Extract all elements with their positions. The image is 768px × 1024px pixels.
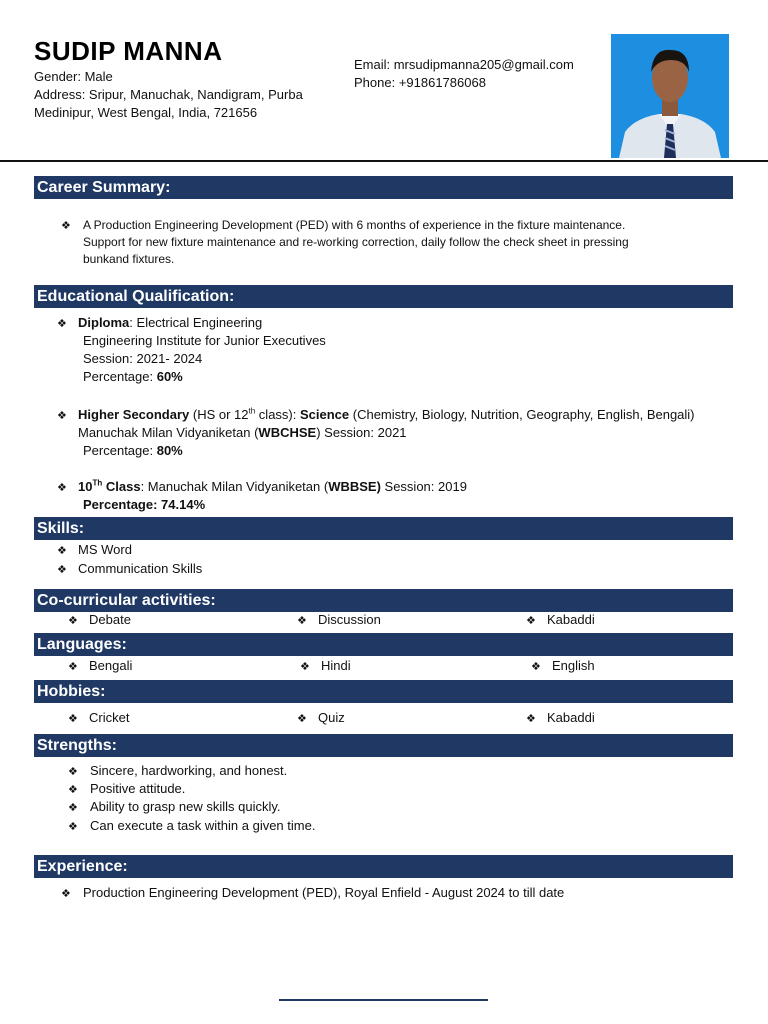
hs-line	[78, 406, 695, 424]
hs-school: Manuchak Milan Vidyaniketan (	[78, 425, 259, 440]
career-line-3: bunkand fixtures.	[83, 252, 175, 266]
profile-photo	[611, 34, 729, 158]
bullet-icon: ❖	[526, 615, 536, 627]
cocurricular-item: Debate	[89, 612, 131, 627]
tenth-session: Session: 2019	[380, 479, 467, 494]
hs-sup: th	[248, 406, 256, 416]
hs-percentage	[83, 442, 183, 460]
skills-heading: Skills:	[34, 517, 733, 540]
tenth-line	[78, 478, 467, 496]
hs-subjects: (Chemistry, Biology, Nutrition, Geography, English, Bengali)	[349, 407, 695, 422]
candidate-name: SUDIP MANNA	[34, 36, 223, 66]
bullet-icon: ❖	[61, 888, 71, 900]
footer-divider	[279, 999, 488, 1001]
experience-heading: Experience:	[34, 855, 733, 878]
hs-session: ) Session: 2021	[316, 425, 407, 440]
bullet-icon: ❖	[68, 821, 78, 833]
skill-item: Communication Skills	[78, 561, 203, 576]
bullet-icon: ❖	[297, 713, 307, 725]
diploma-percentage	[83, 368, 183, 386]
hs-paren-a: (HS or 12	[189, 407, 249, 422]
bullet-icon: ❖	[57, 564, 67, 576]
languages-heading: Languages:	[34, 633, 733, 656]
bullet-icon: ❖	[68, 615, 78, 627]
language-item: English	[552, 658, 595, 673]
tenth-sup: Th	[92, 478, 103, 488]
hs-stream: Science	[299, 407, 350, 422]
cocurricular-item: Kabaddi	[547, 612, 595, 627]
cocurricular-item: Discussion	[318, 612, 381, 627]
career-line-1: A Production Engineering Development (PED) with 6 months of experience in the fixture maintenance.	[83, 218, 626, 232]
tenth-board: WBBSE)	[328, 479, 381, 494]
tenth-percentage: Percentage: 74.14%	[83, 497, 206, 512]
hs-label: Higher Secondary	[78, 407, 190, 422]
bullet-icon: ❖	[68, 713, 78, 725]
bullet-icon: ❖	[57, 410, 67, 422]
address-line-1: Address: Sripur, Manuchak, Nandigram, Purba	[34, 87, 303, 102]
hs-school-line	[78, 424, 407, 442]
hs-pct-label: Percentage:	[83, 443, 157, 458]
diploma-line	[78, 314, 262, 332]
skill-item: MS Word	[78, 542, 132, 557]
tenth-label-b: Class	[102, 479, 141, 494]
cocurricular-heading: Co-curricular activities:	[34, 589, 733, 612]
strengths-heading: Strengths:	[34, 734, 733, 757]
bullet-icon: ❖	[57, 545, 67, 557]
bullet-icon: ❖	[57, 318, 67, 330]
strength-item: Ability to grasp new skills quickly.	[90, 799, 281, 814]
career-summary-heading: Career Summary:	[34, 176, 733, 199]
tenth-school: : Manuchak Milan Vidyaniketan (	[140, 479, 329, 494]
diploma-pct-value: 60%	[156, 369, 183, 384]
bullet-icon: ❖	[61, 220, 71, 232]
gender-line: Gender: Male	[34, 69, 113, 84]
bullet-icon: ❖	[68, 802, 78, 814]
bullet-icon: ❖	[297, 615, 307, 627]
experience-item: Production Engineering Development (PED), Royal Enfield - August 2024 to till date	[83, 885, 565, 900]
diploma-session: Session: 2021- 2024	[83, 351, 203, 366]
strength-item: Positive attitude.	[90, 781, 186, 796]
bullet-icon: ❖	[68, 766, 78, 778]
hs-paren-b: class):	[255, 407, 300, 422]
bullet-icon: ❖	[300, 661, 310, 673]
bullet-icon: ❖	[526, 713, 536, 725]
strength-item: Sincere, hardworking, and honest.	[90, 763, 288, 778]
hobbies-heading: Hobbies:	[34, 680, 733, 703]
education-heading: Educational Qualification:	[34, 285, 733, 308]
header-divider	[0, 160, 768, 162]
diploma-institute: Engineering Institute for Junior Executives	[83, 333, 326, 348]
diploma-field: : Electrical Engineering	[129, 315, 263, 330]
language-item: Hindi	[321, 658, 351, 673]
diploma-pct-label: Percentage:	[83, 369, 157, 384]
bullet-icon: ❖	[68, 784, 78, 796]
bullet-icon: ❖	[68, 661, 78, 673]
bullet-icon: ❖	[57, 482, 67, 494]
career-line-2: Support for new fixture maintenance and re-working correction, daily follow the check sheet in pressing	[83, 235, 629, 249]
bullet-icon: ❖	[531, 661, 541, 673]
address-line-2: Medinipur, West Bengal, India, 721656	[34, 105, 258, 120]
strength-item: Can execute a task within a given time.	[90, 818, 316, 833]
language-item: Bengali	[89, 658, 133, 673]
hobby-item: Cricket	[89, 710, 130, 725]
hobby-item: Quiz	[318, 710, 345, 725]
hs-board: WBCHSE	[258, 425, 317, 440]
tenth-label-a: 10	[78, 479, 93, 494]
email-line: Email: mrsudipmanna205@gmail.com	[354, 57, 574, 72]
hobby-item: Kabaddi	[547, 710, 595, 725]
diploma-label: Diploma	[78, 315, 130, 330]
hs-pct-value: 80%	[156, 443, 183, 458]
phone-line: Phone: +91861786068	[354, 75, 486, 90]
